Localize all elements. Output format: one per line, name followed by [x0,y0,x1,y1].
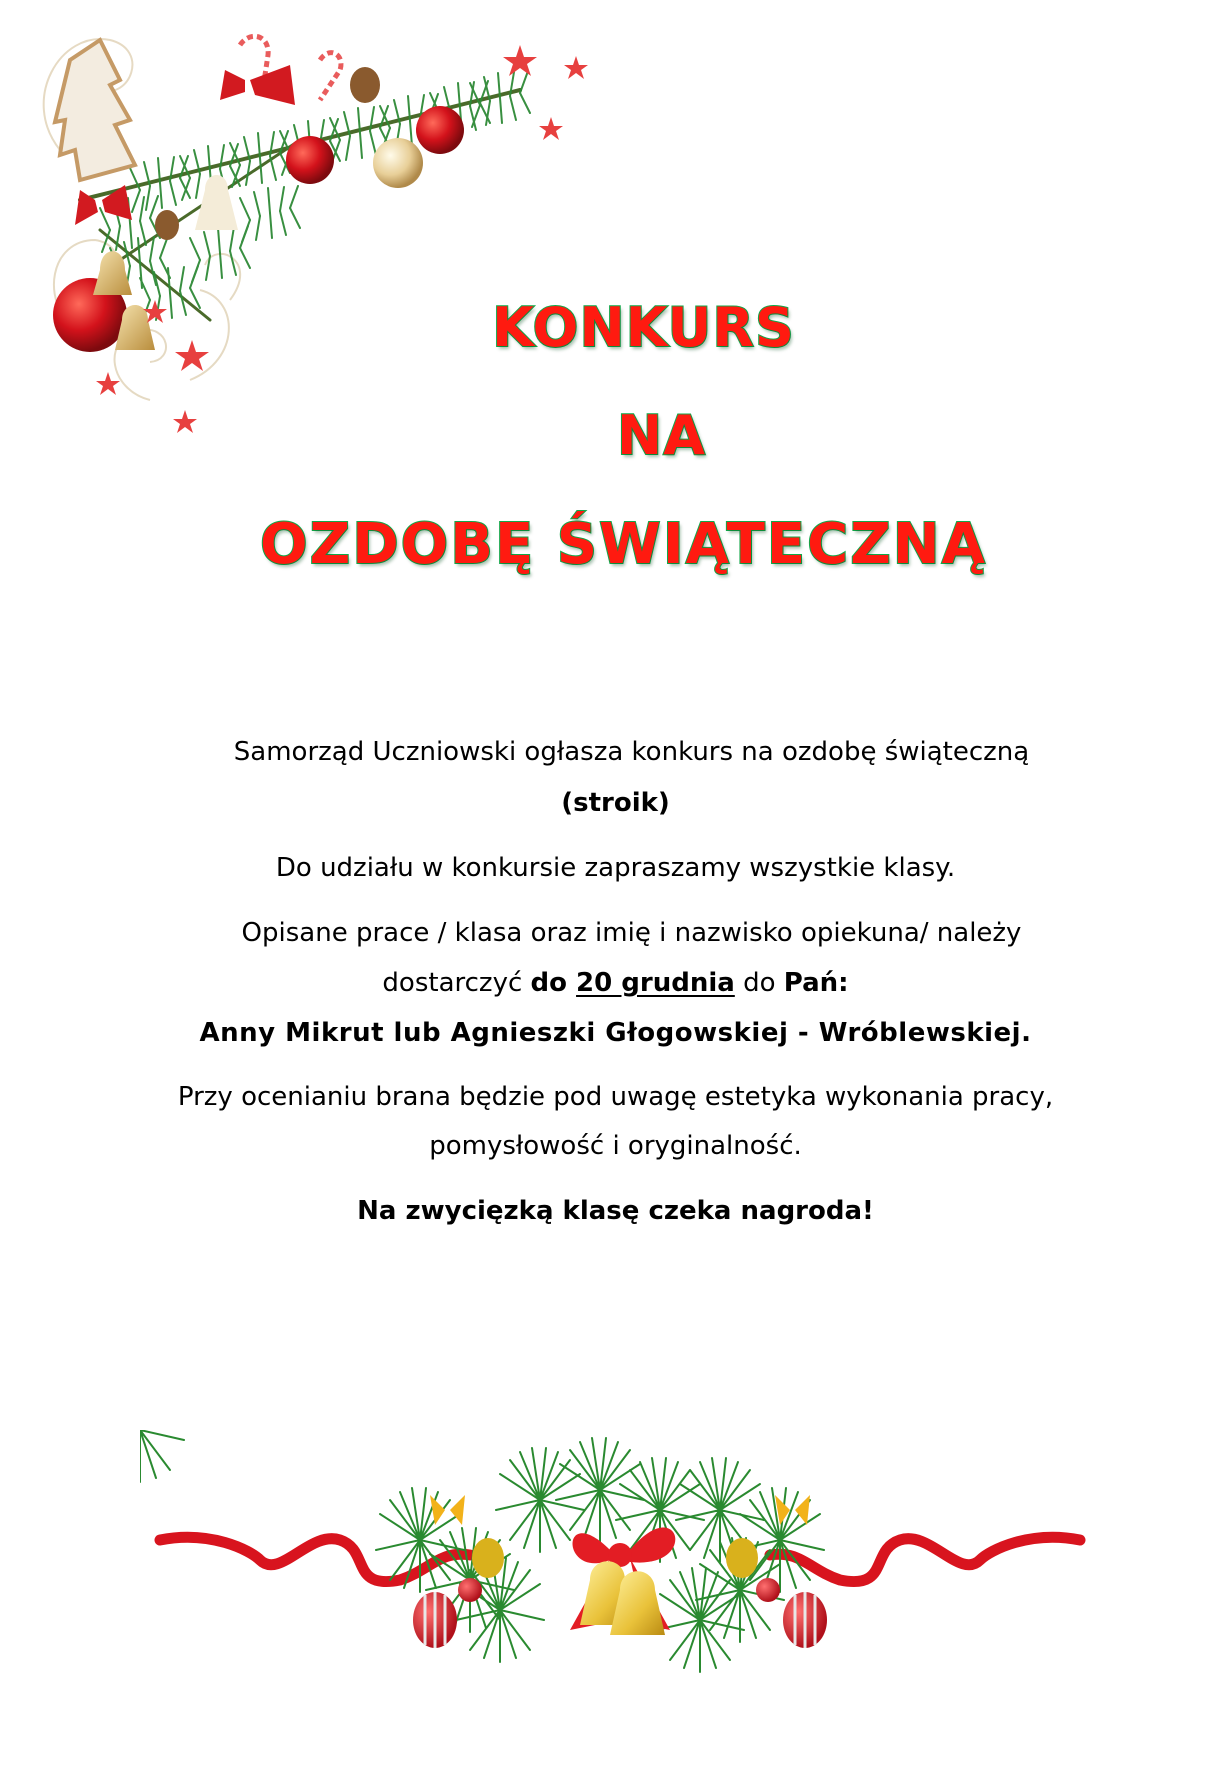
invitation-text: Do udziału w konkursie zapraszamy wszystkie klasy. [275,853,956,883]
contact-names: Anny Mikrut lub Agnieszki Głogowskiej - Wróblewskiej. [199,1018,1032,1048]
stroik-text: (stroik) [561,788,670,818]
announcement-text: Samorząd Uczniowski ogłasza konkurs na ozdobę świąteczną [233,737,1030,767]
christmas-corner-decoration-icon [0,0,620,460]
deadline-part-do: do [530,968,577,998]
deadline-text [0,966,1231,1000]
deadline-part-deliver: dostarczyć [382,968,531,998]
title-line-na: NA [617,404,706,467]
criteria-text-continued: pomysłowość i oryginalność. [429,1131,802,1161]
title-line-ozdobe-swiateczna: OZDOBĘ ŚWIĄTECZNĄ [259,512,988,577]
criteria-text: Przy ocenianiu brana będzie pod uwagę estetyka wykonania pracy, [177,1082,1054,1112]
christmas-garland-bells-icon [140,1430,1100,1700]
prize-text: Na zwycięzką klasę czeka nagroda! [357,1196,874,1226]
instructions-text: Opisane prace / klasa oraz imię i nazwisko opiekuna/ należy [241,918,1022,948]
deadline-date: 20 grudnia [576,968,735,998]
deadline-part-pan: Pań: [783,968,849,998]
deadline-part-do2: do [734,968,784,998]
title-line-konkurs: KONKURS [492,296,795,359]
